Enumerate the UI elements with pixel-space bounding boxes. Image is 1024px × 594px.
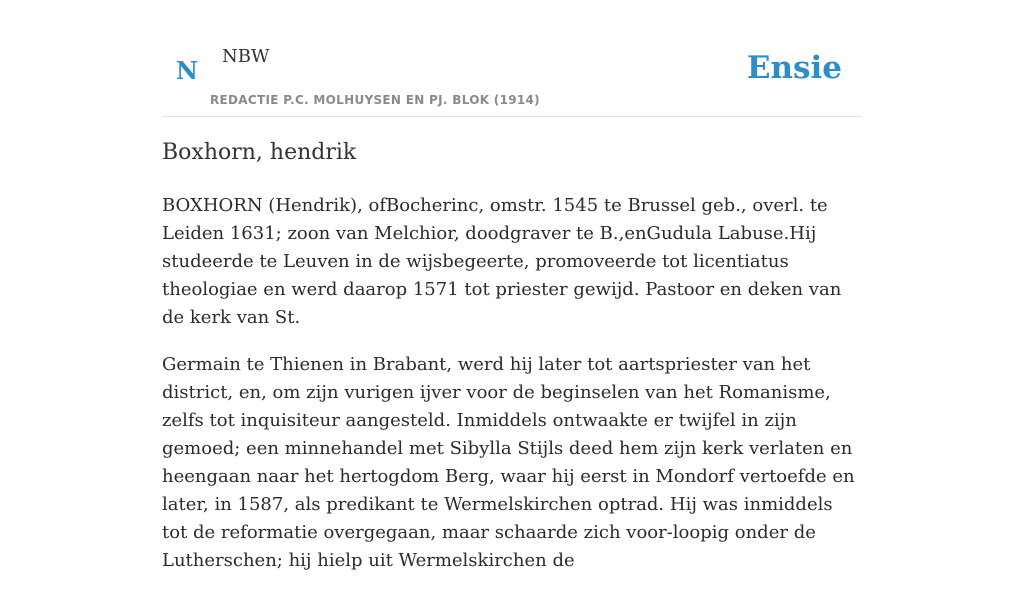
site-header — [162, 0, 862, 117]
source-byline: REDACTIE P.C. MOLHUYSEN EN PJ. BLOK (1914) — [210, 93, 540, 107]
entry-title: Boxhorn, hendrik — [162, 140, 357, 165]
brand-logo[interactable]: Ensie — [746, 50, 842, 86]
entry-paragraph: BOXHORN (Hendrik), ofBocherinc, omstr. 1545 te Brussel geb., overl. te Leiden 1631; zoon van Melchior, doodgraver te B.,enGudula Labuse.Hij studeerde te Leuven in de wijsbegeerte, promoveerde tot licentiatus theologiae en werd daarop 1571 tot priester gewijd. Pastoor en deken van de kerk van St. — [162, 195, 842, 328]
entry-body — [162, 192, 862, 594]
source-name[interactable]: NBW — [222, 46, 270, 67]
entry-paragraph: Germain te Thienen in Brabant, werd hij later tot aartspriester van het district, en, om zijn vurigen ijver voor de beginselen van het Romanisme, zelfs tot inquisiteur aangesteld. Inmiddels ontwaakte er twijfel in zijn gemoed; een minnehandel met Sibylla Stijls deed hem zijn kerk verlaten en heengaan naar het hertogdom Berg, waar hij eerst in Mondorf vertoefde en later, in 1587, als predikant te Wermelskirchen optrad. Hij was inmiddels tot de reformatie overgegaan, maar schaarde zich voor-loopig onder de Lutherschen; hij hielp uit Wermelskirchen de — [162, 354, 855, 571]
source-logo[interactable]: N — [176, 56, 198, 85]
